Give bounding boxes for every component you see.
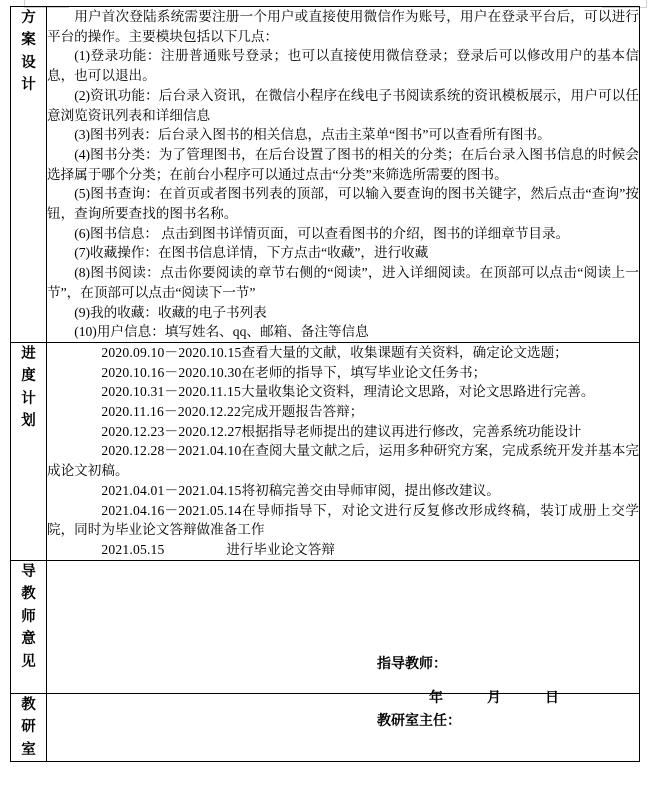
schedule-date: 2020.10.31－2020.11.15 [101, 384, 242, 400]
table-row-progress-plan [11, 342, 640, 560]
label-char: 方 [21, 10, 36, 26]
row-label-scheme-design [11, 7, 47, 343]
schedule-desc: 将初稿完善交由导师审阅，提出修改建议。 [241, 482, 500, 498]
schedule-row [47, 540, 639, 560]
label-char: 度 [21, 368, 36, 385]
table-row-advisor-opinion [11, 560, 640, 693]
scheme-design-intro: 用户首次登陆系统需要注册一个用户或直接使用微信作为账号，用户在登录平台后，可以进行平台的操作。主要模块包括以下几点： [47, 9, 639, 44]
label-char: 室 [21, 741, 36, 758]
schedule-desc: 在查阅大量文献之后，运用多种研究方案，完成系统开发并基本完成论文初稿。 [47, 443, 639, 479]
schedule-desc: 查看大量的文献，收集课题有关资料，确定论文选题； [241, 344, 568, 360]
schedule-desc: 在导师指导下，对论文进行反复修改形成终稿，装订成册上交学院，同时为毕业论文答辩做准备工作 [47, 502, 639, 538]
scheme-design-item: (2)资讯功能：后台录入资讯，在微信小程序在线电子书阅读系统的资讯模板展示，用户可以任意浏览资讯列表和详细信息 [47, 87, 639, 123]
schedule-row [47, 481, 639, 501]
label-char: 案 [21, 32, 36, 49]
schedule-row [47, 363, 639, 383]
vertical-label-advisor-opinion [11, 561, 46, 673]
schedule-desc: 根据指导老师提出的建议再进行修改，完善系统功能设计 [241, 423, 582, 439]
schedule-date: 2020.12.23－2020.12.27 [101, 423, 242, 439]
label-char: 意 [21, 631, 36, 648]
schedule-date: 2021.05.15 [101, 541, 165, 557]
label-char: 计 [21, 390, 36, 407]
scheme-design-item: (3)图书列表：后台录入图书的相关信息，点击主菜单“图书”可以查看所有图书。 [74, 127, 551, 143]
schedule-row [47, 441, 639, 480]
label-char: 教 [21, 586, 36, 603]
schedule-date: 2020.10.16－2020.10.30 [101, 364, 242, 380]
schedule-date: 2021.04.16－2021.05.14 [101, 502, 242, 518]
advisor-opinion-area[interactable] [47, 560, 640, 705]
schedule-row [47, 501, 639, 540]
schedule-date: 2020.11.16－2020.12.22 [101, 404, 242, 420]
date-day-label: 日 [545, 688, 559, 705]
table-row-scheme-design [11, 7, 640, 343]
schedule-row [47, 343, 639, 363]
label-char: 进 [21, 345, 36, 362]
schedule-desc: 在老师的指导下，填写毕业论文任务书； [241, 364, 487, 380]
advisor-signature-label: 指导教师： [377, 654, 447, 671]
label-char: 教 [21, 696, 36, 713]
row-label-advisor-opinion [11, 560, 47, 693]
label-char: 研 [21, 719, 36, 736]
teaching-office-signature-label: 教研室主任： [377, 711, 461, 728]
scheme-design-item: (10)用户信息：填写姓名、qq、邮箱、备注等信息 [74, 324, 369, 340]
scheme-design-content [47, 7, 640, 343]
schedule-date: 2021.04.01－2021.04.15 [101, 482, 242, 498]
vertical-label-scheme-design [11, 7, 46, 97]
schedule-row [47, 402, 639, 422]
date-year-label: 年 [429, 688, 443, 705]
scheme-design-item: (8)图书阅读：点击你要阅读的章节右侧的“阅读”，进入详细阅读。在顶部可以点击“阅读上一节”，在顶部可以点击“阅读下一节” [47, 265, 639, 300]
scheme-design-item: (5)图书查询：在首页或者图书列表的顶部，可以输入要查询的图书关键字，然后点击“查询”按钮，查询所要查找的图书名称。 [47, 186, 639, 222]
scheme-design-item: (1)登录功能：注册普通账号登录；也可以直接使用微信登录；登录后可以修改用户的基本信息，也可以退出。 [47, 48, 639, 84]
schedule-desc: 完成开题报告答辩； [241, 404, 364, 420]
schedule-date: 2020.12.28－2021.04.10 [101, 443, 242, 459]
vertical-label-progress-plan [11, 343, 46, 433]
label-char: 见 [21, 653, 36, 670]
scheme-design-item: (9)我的收藏：收藏的电子书列表 [74, 304, 267, 320]
label-char: 导 [21, 563, 36, 580]
table-row-teaching-office [11, 693, 640, 761]
scheme-design-item: (6)图书信息： 点击到图书详情页面，可以查看图书的介绍，图书的详细章节目录。 [74, 225, 570, 241]
schedule-row [47, 422, 639, 442]
label-char: 师 [21, 608, 36, 625]
vertical-label-teaching-office [11, 694, 46, 761]
teaching-office-area[interactable] [47, 693, 640, 761]
schedule-row [47, 382, 639, 402]
opening-report-form-table [10, 6, 640, 762]
scheme-design-item: (7)收藏操作：在图书信息详情，下方点击“收藏”，进行收藏 [74, 245, 429, 261]
date-month-label: 月 [487, 688, 501, 705]
schedule-desc: 大量收集论文资料，理清论文思路，对论文思路进行完善。 [241, 384, 595, 400]
label-char: 计 [21, 77, 36, 94]
label-char: 划 [21, 413, 36, 430]
row-label-progress-plan [11, 342, 47, 560]
progress-plan-content [47, 342, 640, 560]
row-label-teaching-office [11, 693, 47, 761]
label-char: 设 [21, 54, 36, 71]
schedule-desc: 进行毕业论文答辩 [226, 541, 335, 557]
scheme-design-item: (4)图书分类：为了管理图书，在后台设置了图书的相关的分类；在后台录入图书信息的时候会选择属于哪个分类；在前台小程序可以通过点击“分类”来筛选所需要的图书。 [47, 146, 639, 182]
schedule-date: 2020.09.10－2020.10.15 [101, 344, 242, 360]
